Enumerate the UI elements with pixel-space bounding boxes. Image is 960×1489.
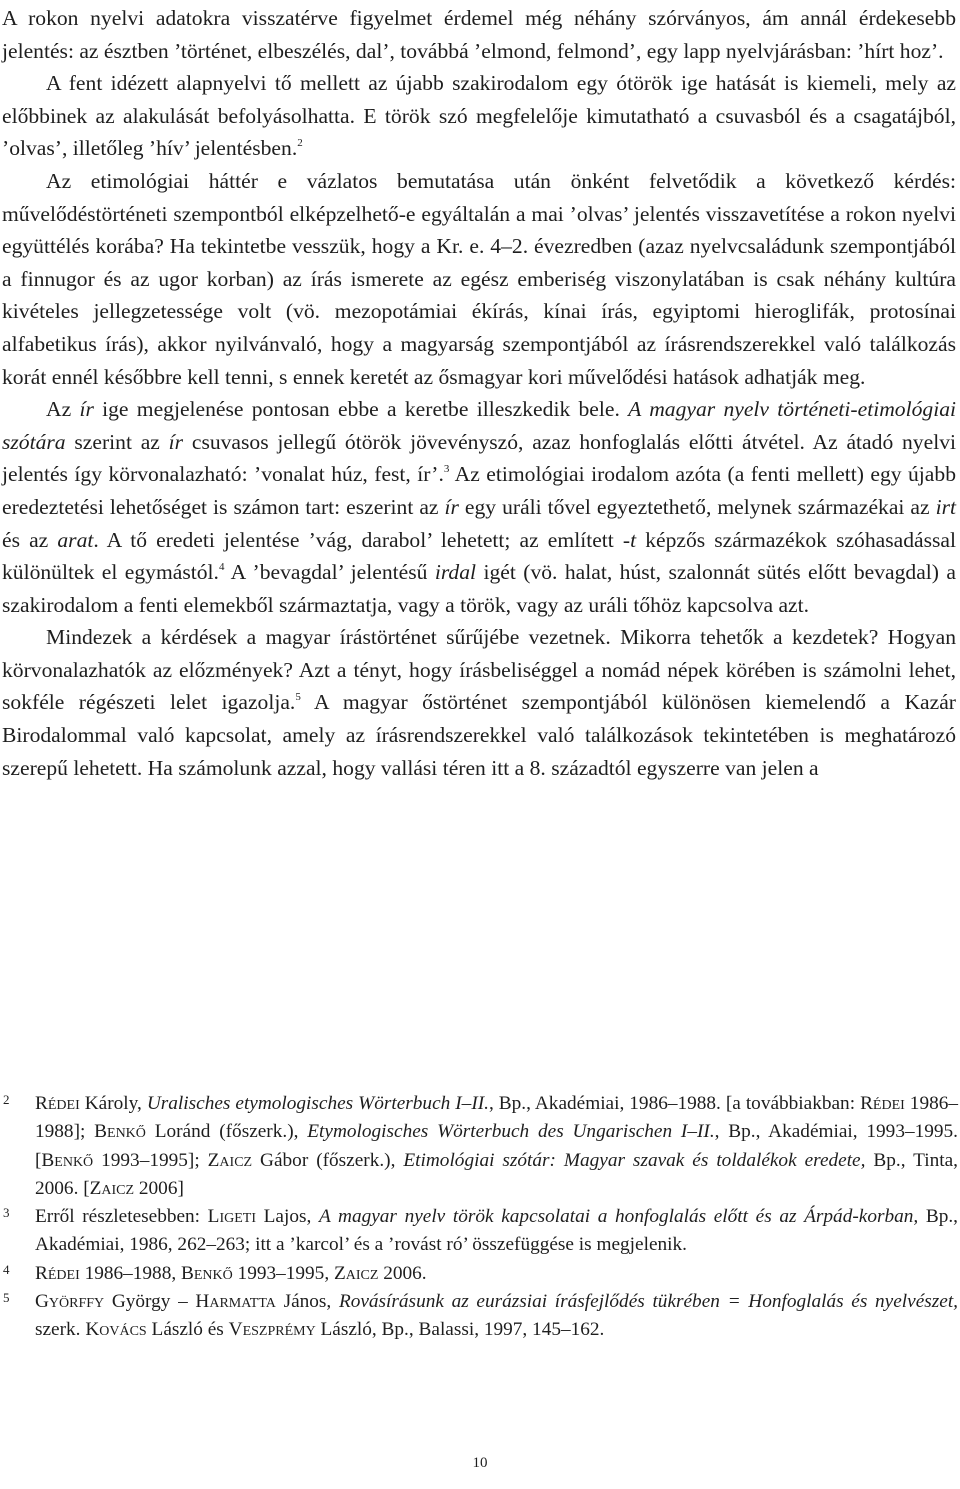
- paragraph-2-text: A fent idézett alapnyelvi tő mellett az újabb szakirodalom egy ótörök ige hatását is kiemeli, mely az előbbinek az alakulását befolyásolhatta. E török szó megfelelője kimutatható a csuvasból és a csagatájból, ’olvas’, illetőleg ’hív’ jelentésben.: [2, 71, 956, 161]
- text-run: Lajos,: [256, 1206, 319, 1228]
- text-run: 1986–1988];: [35, 1093, 959, 1143]
- italic-word: irt: [935, 494, 957, 519]
- text-run: Az: [46, 397, 80, 422]
- text-run: képzős származékok szóhasadással különültek el egymástól.: [2, 527, 956, 585]
- text-run: , Bp., Akadémiai, 1993–1995. [: [35, 1121, 958, 1171]
- main-text: [2, 2, 956, 784]
- text-run: 1986–1988,: [79, 1262, 181, 1284]
- italic-title: Uralisches etymologisches Wörterbuch I–II.: [146, 1093, 489, 1114]
- italic-title: A magyar nyelv történeti-etimológiai szótára: [2, 397, 956, 454]
- author-name: Ligeti: [207, 1206, 256, 1228]
- paragraph-3-text: Az etimológiai háttér e vázlatos bemutatása után önként felvetődik a következő kérdés: művelődéstörténeti szempontból elképzelhető-e egyáltalán a mai ’olvas’ jelentés visszavetítése a rokon nyelvi együttélés korába? Ha tekintetbe vesszük, hogy a Kr. e. 4–2. évezredben (azaz nyelvcsaládunk szempontjából a finnugor és az ugor korban) az írás ismerete az egész emberiség viszonylatában is csak néhány kultúra kivételes jellegzetessége volt (vö. mezopotámiai ékírás, kínai írás, egyiptomi hieroglifák, protosínai alfabetikus írás), akkor nyilvánvaló, hogy a magyarság szempontjából az írásrendszerekkel való találkozás korát ennél későbbre kell tenni, s ennek keretét az ősmagyar kori művelődési hatások adhatják meg.: [2, 168, 956, 389]
- italic-title: Etimológiai szótár: Magyar szavak és toldalékok eredete,: [403, 1149, 866, 1171]
- author-name: Rédei: [35, 1262, 80, 1284]
- text-run: szerint az: [65, 429, 169, 454]
- author-name: Benkő: [180, 1262, 233, 1284]
- footnote-ref-4[interactable]: 4: [218, 561, 225, 574]
- text-run: A ’bevagdal’ jelentésű: [224, 560, 435, 585]
- text-run: . A tő eredeti jelentése ’vág, darabol’ lehetett; az említett: [93, 527, 623, 552]
- text-run: és az: [2, 527, 58, 552]
- paragraph-4: [2, 393, 956, 621]
- footnote-5: [0, 1288, 958, 1345]
- italic-word: irdal: [434, 560, 477, 585]
- page-number: 10: [472, 1455, 488, 1471]
- text-run: 1993–1995,: [232, 1262, 334, 1284]
- footnote-number: 2: [3, 1092, 10, 1107]
- italic-word: ír: [168, 429, 184, 454]
- footnote-ref-2[interactable]: 2: [297, 137, 303, 150]
- paragraph-3: [2, 165, 956, 393]
- footnote-number: 3: [3, 1205, 10, 1221]
- footnote-3: [0, 1203, 958, 1260]
- author-name: Benkő: [94, 1121, 146, 1143]
- text-run: László, Bp., Balassi, 1997, 145–162.: [315, 1319, 605, 1341]
- author-name: Veszprémy: [228, 1319, 316, 1341]
- author-name: Kovács: [85, 1319, 147, 1341]
- footnote-ref-5[interactable]: 5: [295, 691, 301, 704]
- text-run: György –: [104, 1291, 196, 1313]
- text-run: Loránd (főszerk.),: [145, 1121, 308, 1143]
- paragraph-5: [2, 621, 956, 784]
- text-run: Bp., Tinta, 2006. [: [35, 1149, 958, 1199]
- author-name: Zaicz: [333, 1262, 379, 1284]
- text-run: 2006]: [134, 1177, 184, 1199]
- text-run: Erről részletesebben:: [35, 1206, 208, 1228]
- author-name: Zaicz: [89, 1177, 135, 1199]
- text-run: Gábor (főszerk.),: [252, 1149, 404, 1171]
- text-run: László és: [146, 1319, 229, 1341]
- footnote-number: 5: [3, 1290, 10, 1306]
- text-run: János,: [275, 1291, 339, 1313]
- footnote-2: [0, 1090, 958, 1203]
- text-run: Az etimológiai irodalom azóta (a fenti mellett) egy újabb eredeztetési lehetőséget is számon tart: eszerint az: [2, 462, 956, 519]
- footnotes: [0, 1090, 958, 1345]
- author-name: Harmatta: [195, 1291, 276, 1313]
- text-run: Bp., Akadémiai, 1986, 262–263; itt a ’karcol’ és a ’rovást ró’ összefüggése is megjelenik.: [35, 1206, 959, 1256]
- text-run: , Bp., Akadémiai, 1986–1988. [a továbbiakban:: [489, 1093, 861, 1114]
- text-run: A magyar őstörténet szempontjából különösen kiemelendő a Kazár Birodalommal való kapcsolat, amely az írásrendszerekkel való találkozások tekintetében is meghatározó szerepű lehetett. Ha számolunk azzal, hogy vallási téren itt a 8. századtól egyszerre van jelen a: [2, 690, 956, 780]
- paragraph-2: [2, 67, 956, 165]
- author-name: Rédei: [35, 1093, 80, 1114]
- text-run: igét (vö. halat, húst, szalonnát sütés előtt bevagdal) a szakirodalom a fenti elemekből származtatja, vagy a török, vagy az uráli tőhöz kapcsolva azt.: [2, 560, 956, 617]
- italic-word: ír: [79, 397, 94, 422]
- author-name: Györffy: [35, 1291, 105, 1313]
- italic-title: Rovásírásunk az eurázsiai írásfejlődés tükrében = Honfoglalás és nyelvészet,: [338, 1291, 958, 1313]
- paragraph-1: [2, 2, 956, 67]
- text-run: szerk.: [35, 1319, 86, 1341]
- footnote-ref-3[interactable]: 3: [443, 463, 450, 476]
- paragraph-1-text: A rokon nyelvi adatokra visszatérve figyelmet érdemel még néhány szórványos, ám annál érdekesebb jelentés: az észtben ’történet, elbeszélés, dal’, továbbá ’elmond, felmond’, egy lapp nyelvjárásban: ’hírt hoz’.: [2, 6, 956, 63]
- italic-title: A magyar nyelv török kapcsolatai a honfoglalás előtt és az Árpád-korban,: [318, 1206, 919, 1228]
- italic-title: Etymologisches Wörterbuch des Ungarischen I–II.: [307, 1121, 715, 1143]
- text-run: egy uráli tővel egyeztethető, melynek származékai az: [458, 494, 936, 519]
- italic-word: ír: [444, 494, 459, 519]
- text-run: 1993–1995];: [93, 1149, 208, 1171]
- author-name: Zaicz: [207, 1149, 253, 1171]
- footnote-number: 4: [3, 1261, 10, 1277]
- italic-word: arat: [57, 527, 94, 552]
- author-name: Benkő: [41, 1149, 94, 1171]
- text-run: csuvasos jellegű ótörök jövevényszó, azaz honfoglalás előtti átvétel. Az átadó nyelvi jelentés így körvonalazható: ’vonalat húz, fest, ír’.: [2, 429, 956, 487]
- italic-word: -t: [622, 527, 637, 552]
- text-run: Mindezek a kérdések a magyar írástörténet sűrűjébe vezetnek. Mikorra tehetők a kezdetek? Hogyan körvonalazhatók az előzmények? Azt a tényt, hogy írásbeliséggel a nomád népek körében is számolni lehet, sokféle régészeti lelet igazolja.: [2, 625, 956, 715]
- text-run: Károly,: [79, 1093, 147, 1114]
- text-run: ige megjelenése pontosan ebbe a keretbe illeszkedik bele.: [93, 397, 629, 422]
- footnote-4: [0, 1260, 958, 1288]
- text-run: 2006.: [378, 1262, 427, 1284]
- author-name: Rédei: [860, 1093, 905, 1114]
